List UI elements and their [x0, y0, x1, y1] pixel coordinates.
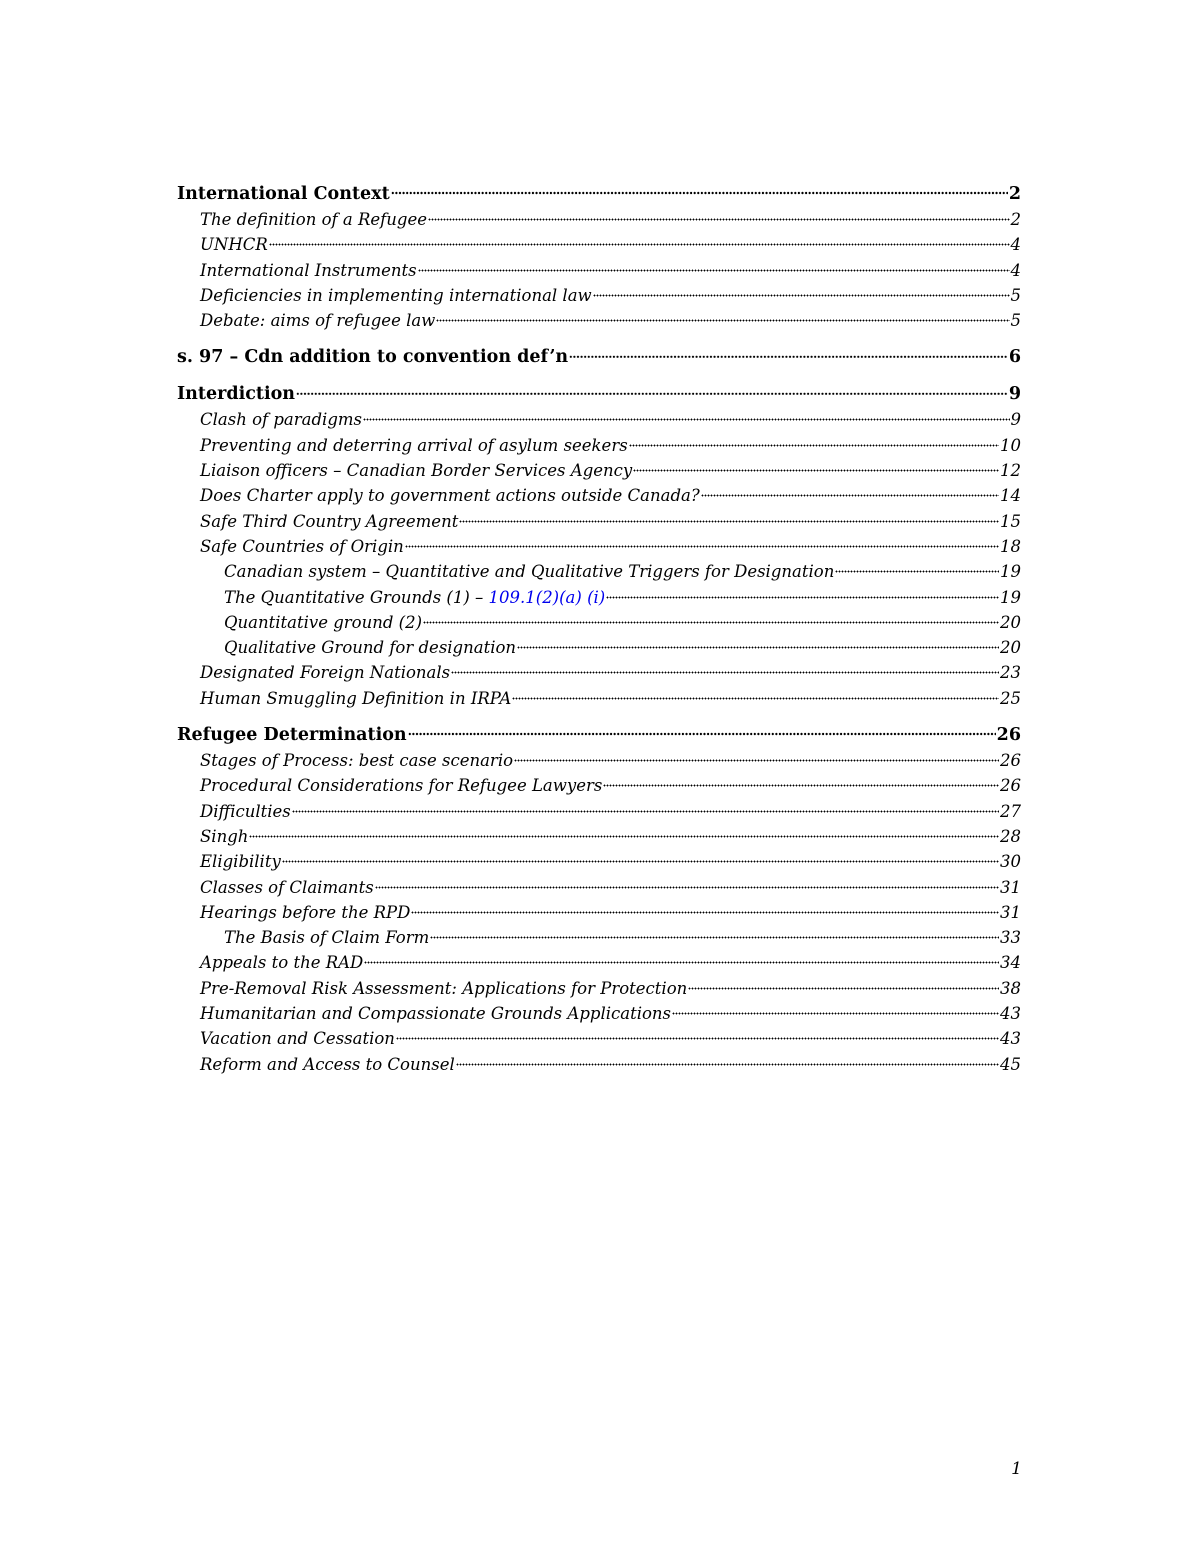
toc-entry-title [200, 207, 427, 232]
toc-entry-title-text: Stages of Process: best case scenario [200, 751, 514, 771]
toc-entry-page-number: 19 [1000, 587, 1021, 607]
toc-entry-page-number: 28 [1000, 826, 1021, 846]
toc-entry-title-text: Preventing and deterring arrival of asylum seekers [200, 435, 628, 455]
dot-leader [364, 960, 999, 964]
toc-entry[interactable] [177, 799, 1021, 824]
toc-entry-page-number: 33 [1000, 928, 1021, 948]
toc-entry-title-text: Humanitarian and Compassionate Grounds Applications [200, 1004, 672, 1024]
toc-entry[interactable] [177, 686, 1021, 711]
toc-entry-title-text: Difficulties [200, 801, 291, 821]
toc-entry-page-number: 26 [996, 725, 1021, 746]
toc-entry-title [177, 722, 407, 748]
dot-leader [405, 544, 999, 548]
dot-leader [456, 1062, 999, 1066]
toc-entry-page-number: 20 [1000, 612, 1021, 632]
toc-entry-title-text: Vacation and Cessation [200, 1029, 395, 1049]
toc-entry[interactable] [177, 748, 1021, 773]
toc-entry-title [224, 559, 834, 584]
toc-entry-title [177, 344, 568, 370]
dot-leader [418, 268, 1010, 272]
toc-entry-page-number: 6 [1008, 347, 1021, 368]
toc-entry[interactable] [177, 207, 1021, 232]
toc-entry-title [200, 258, 417, 283]
toc-entry-title-text: Classes of Claimants [200, 877, 374, 897]
toc-entry-title [200, 407, 362, 432]
toc-entry[interactable] [177, 232, 1021, 257]
toc-entry[interactable] [177, 635, 1021, 660]
toc-heading[interactable] [177, 181, 1021, 207]
toc-entry-title [200, 1001, 671, 1026]
dot-leader [296, 391, 1008, 395]
toc-entry-page-number: 45 [1000, 1054, 1021, 1074]
toc-entry-page-number: 34 [1000, 953, 1021, 973]
toc-entry[interactable] [177, 976, 1021, 1001]
dot-leader [672, 1011, 999, 1015]
toc-entry-page-number: 9 [1010, 410, 1021, 430]
toc-entry[interactable] [177, 660, 1021, 685]
toc-entry-hyperlink[interactable]: 109.1(2)(a) (i) [488, 587, 606, 607]
toc-heading[interactable] [177, 344, 1021, 370]
toc-entry-title [200, 849, 281, 874]
toc-entry[interactable] [177, 773, 1021, 798]
dot-leader [701, 493, 999, 497]
dot-leader [451, 670, 999, 674]
toc-entry-title [200, 950, 363, 975]
toc-entry-page-number: 19 [1000, 562, 1021, 582]
table-of-contents [177, 181, 1021, 1077]
dot-leader [292, 809, 999, 813]
toc-entry-title [200, 1026, 395, 1051]
toc-entry-title-text: The Basis of Claim Form [224, 928, 430, 948]
toc-entry-title-text: Clash of paradigms [200, 410, 363, 430]
dot-leader [603, 783, 999, 787]
toc-entry-page-number: 43 [1000, 1029, 1021, 1049]
toc-entry-title-text: Singh [200, 826, 249, 846]
toc-entry-title-text: International Instruments [200, 260, 417, 280]
toc-entry-title-text: Designated Foreign Nationals [200, 663, 451, 683]
dot-leader [517, 645, 999, 649]
toc-entry-title-text: The definition of a Refugee [200, 210, 427, 229]
toc-entry-page-number: 25 [1000, 688, 1021, 708]
toc-entry-page-number: 26 [1000, 776, 1021, 796]
toc-entry[interactable] [177, 407, 1021, 432]
toc-heading[interactable] [177, 722, 1021, 748]
toc-entry[interactable] [177, 1001, 1021, 1026]
toc-entry-page-number: 5 [1010, 285, 1021, 305]
toc-entry[interactable] [177, 509, 1021, 534]
dot-leader [512, 696, 999, 700]
toc-entry-page-number: 23 [1000, 663, 1021, 683]
toc-entry-page-number: 30 [1000, 852, 1021, 872]
dot-leader [430, 935, 999, 939]
toc-entry[interactable] [177, 258, 1021, 283]
toc-entry-title-text: Pre-Removal Risk Assessment: Applications for Protection [200, 978, 688, 998]
toc-entry[interactable] [177, 900, 1021, 925]
toc-entry-page-number: 27 [1000, 801, 1021, 821]
toc-entry-title [200, 976, 687, 1001]
toc-entry-title [224, 585, 605, 610]
dot-leader [396, 1036, 999, 1040]
toc-entry-page-number: 2 [1008, 184, 1021, 204]
toc-entry-page-number: 43 [1000, 1004, 1021, 1024]
dot-leader [428, 217, 1010, 221]
toc-entry-page-number: 38 [1000, 978, 1021, 998]
toc-entry-title-text: Safe Countries of Origin [200, 536, 404, 556]
dot-leader [459, 519, 999, 523]
toc-entry[interactable] [177, 585, 1021, 610]
dot-leader [391, 191, 1008, 195]
toc-entry-page-number: 15 [1000, 511, 1021, 531]
toc-entry-title [200, 686, 511, 711]
dot-leader [269, 242, 1010, 246]
dot-leader [688, 986, 999, 990]
toc-entry[interactable] [177, 1052, 1021, 1077]
toc-entry-page-number: 9 [1008, 384, 1021, 405]
toc-entry-title [177, 181, 390, 207]
dot-leader [282, 859, 999, 863]
toc-entry[interactable] [177, 458, 1021, 483]
toc-entry-title-text: Appeals to the RAD [200, 953, 364, 973]
toc-entry-title-text: The Quantitative Grounds (1) – [224, 587, 489, 607]
toc-entry-title [200, 875, 374, 900]
toc-entry-page-number: 20 [1000, 638, 1021, 658]
toc-entry-title-text: Liaison officers – Canadian Border Services Agency [200, 461, 633, 481]
dot-leader [514, 758, 999, 762]
toc-entry[interactable] [177, 534, 1021, 559]
toc-entry[interactable] [177, 610, 1021, 635]
toc-entry-page-number: 4 [1010, 260, 1021, 280]
toc-entry-page-number: 18 [1000, 536, 1021, 556]
toc-entry-title-text: s. 97 – Cdn addition to convention def’n [177, 347, 569, 368]
toc-entry-title-text: Hearings before the RPD [200, 902, 411, 922]
dot-leader [423, 620, 999, 624]
toc-entry-title-text: Reform and Access to Counsel [200, 1054, 455, 1074]
toc-entry-title [200, 799, 291, 824]
toc-entry-title [200, 308, 435, 333]
toc-entry-page-number: 31 [1000, 902, 1021, 922]
toc-entry-title-text: Quantitative ground (2) [224, 612, 423, 632]
toc-entry[interactable] [177, 433, 1021, 458]
toc-entry-page-number: 12 [1000, 461, 1021, 481]
toc-entry[interactable] [177, 559, 1021, 584]
toc-entry-title-text: Eligibility [200, 852, 281, 872]
toc-entry-title [200, 773, 602, 798]
footer-page-number: 1 [1011, 1459, 1022, 1479]
toc-entry[interactable] [177, 824, 1021, 849]
toc-entry-page-number: 10 [1000, 435, 1021, 455]
toc-entry-title [200, 824, 248, 849]
dot-leader [436, 318, 1009, 322]
toc-entry-title [200, 900, 410, 925]
dot-leader [593, 293, 1010, 297]
toc-entry[interactable] [177, 308, 1021, 333]
toc-entry-title-text: UNHCR [200, 235, 268, 255]
dot-leader [569, 354, 1008, 358]
toc-entry[interactable] [177, 875, 1021, 900]
dot-leader [411, 910, 999, 914]
toc-entry-page-number: 14 [1000, 486, 1021, 506]
toc-entry-title [177, 381, 295, 407]
toc-entry-title-text: Safe Third Country Agreement [200, 511, 459, 531]
toc-entry-title [224, 925, 429, 950]
toc-entry-title-text: Debate: aims of refugee law [200, 311, 436, 331]
dot-leader [633, 468, 999, 472]
toc-entry[interactable] [177, 1026, 1021, 1051]
toc-entry-page-number: 5 [1010, 311, 1021, 331]
toc-entry-title [200, 534, 404, 559]
toc-entry-page-number: 31 [1000, 877, 1021, 897]
toc-entry-title-text: Procedural Considerations for Refugee Lawyers [200, 776, 603, 796]
toc-entry-title-text: Canadian system – Quantitative and Qualitative Triggers for Designation [224, 562, 835, 582]
dot-leader [629, 443, 999, 447]
toc-entry-title-text: Does Charter apply to government actions outside Canada? [200, 486, 700, 506]
toc-entry-page-number: 26 [1000, 751, 1021, 771]
toc-entry[interactable] [177, 950, 1021, 975]
toc-entry[interactable] [177, 483, 1021, 508]
toc-entry-title [224, 610, 422, 635]
toc-entry-title [200, 509, 458, 534]
toc-entry-title-text: Refugee Determination [177, 725, 407, 746]
toc-entry-title [200, 483, 700, 508]
dot-leader [606, 595, 999, 599]
toc-entry[interactable] [177, 925, 1021, 950]
dot-leader [408, 732, 996, 736]
toc-heading[interactable] [177, 381, 1021, 407]
toc-entry-title [200, 458, 632, 483]
toc-entry-title [200, 660, 450, 685]
toc-entry-title [200, 283, 592, 308]
toc-entry-page-number: 2 [1010, 210, 1021, 229]
toc-entry-title-text: Interdiction [177, 384, 296, 405]
toc-entry-title [200, 1052, 455, 1077]
toc-entry-title-text: Human Smuggling Definition in IRPA [200, 688, 512, 708]
toc-entry-page-number: 4 [1010, 235, 1021, 255]
toc-entry-title [200, 433, 628, 458]
dot-leader [363, 417, 1009, 421]
toc-entry[interactable] [177, 283, 1021, 308]
toc-entry-title [200, 748, 513, 773]
toc-entry[interactable] [177, 849, 1021, 874]
dot-leader [249, 834, 999, 838]
toc-entry-title [224, 635, 516, 660]
toc-entry-title [200, 232, 268, 257]
toc-entry-title-text: International Context [177, 184, 390, 204]
dot-leader [835, 569, 999, 573]
dot-leader [375, 885, 999, 889]
toc-entry-title-text: Qualitative Ground for designation [224, 638, 517, 658]
toc-entry-title-text: Deficiencies in implementing international law [200, 285, 592, 305]
